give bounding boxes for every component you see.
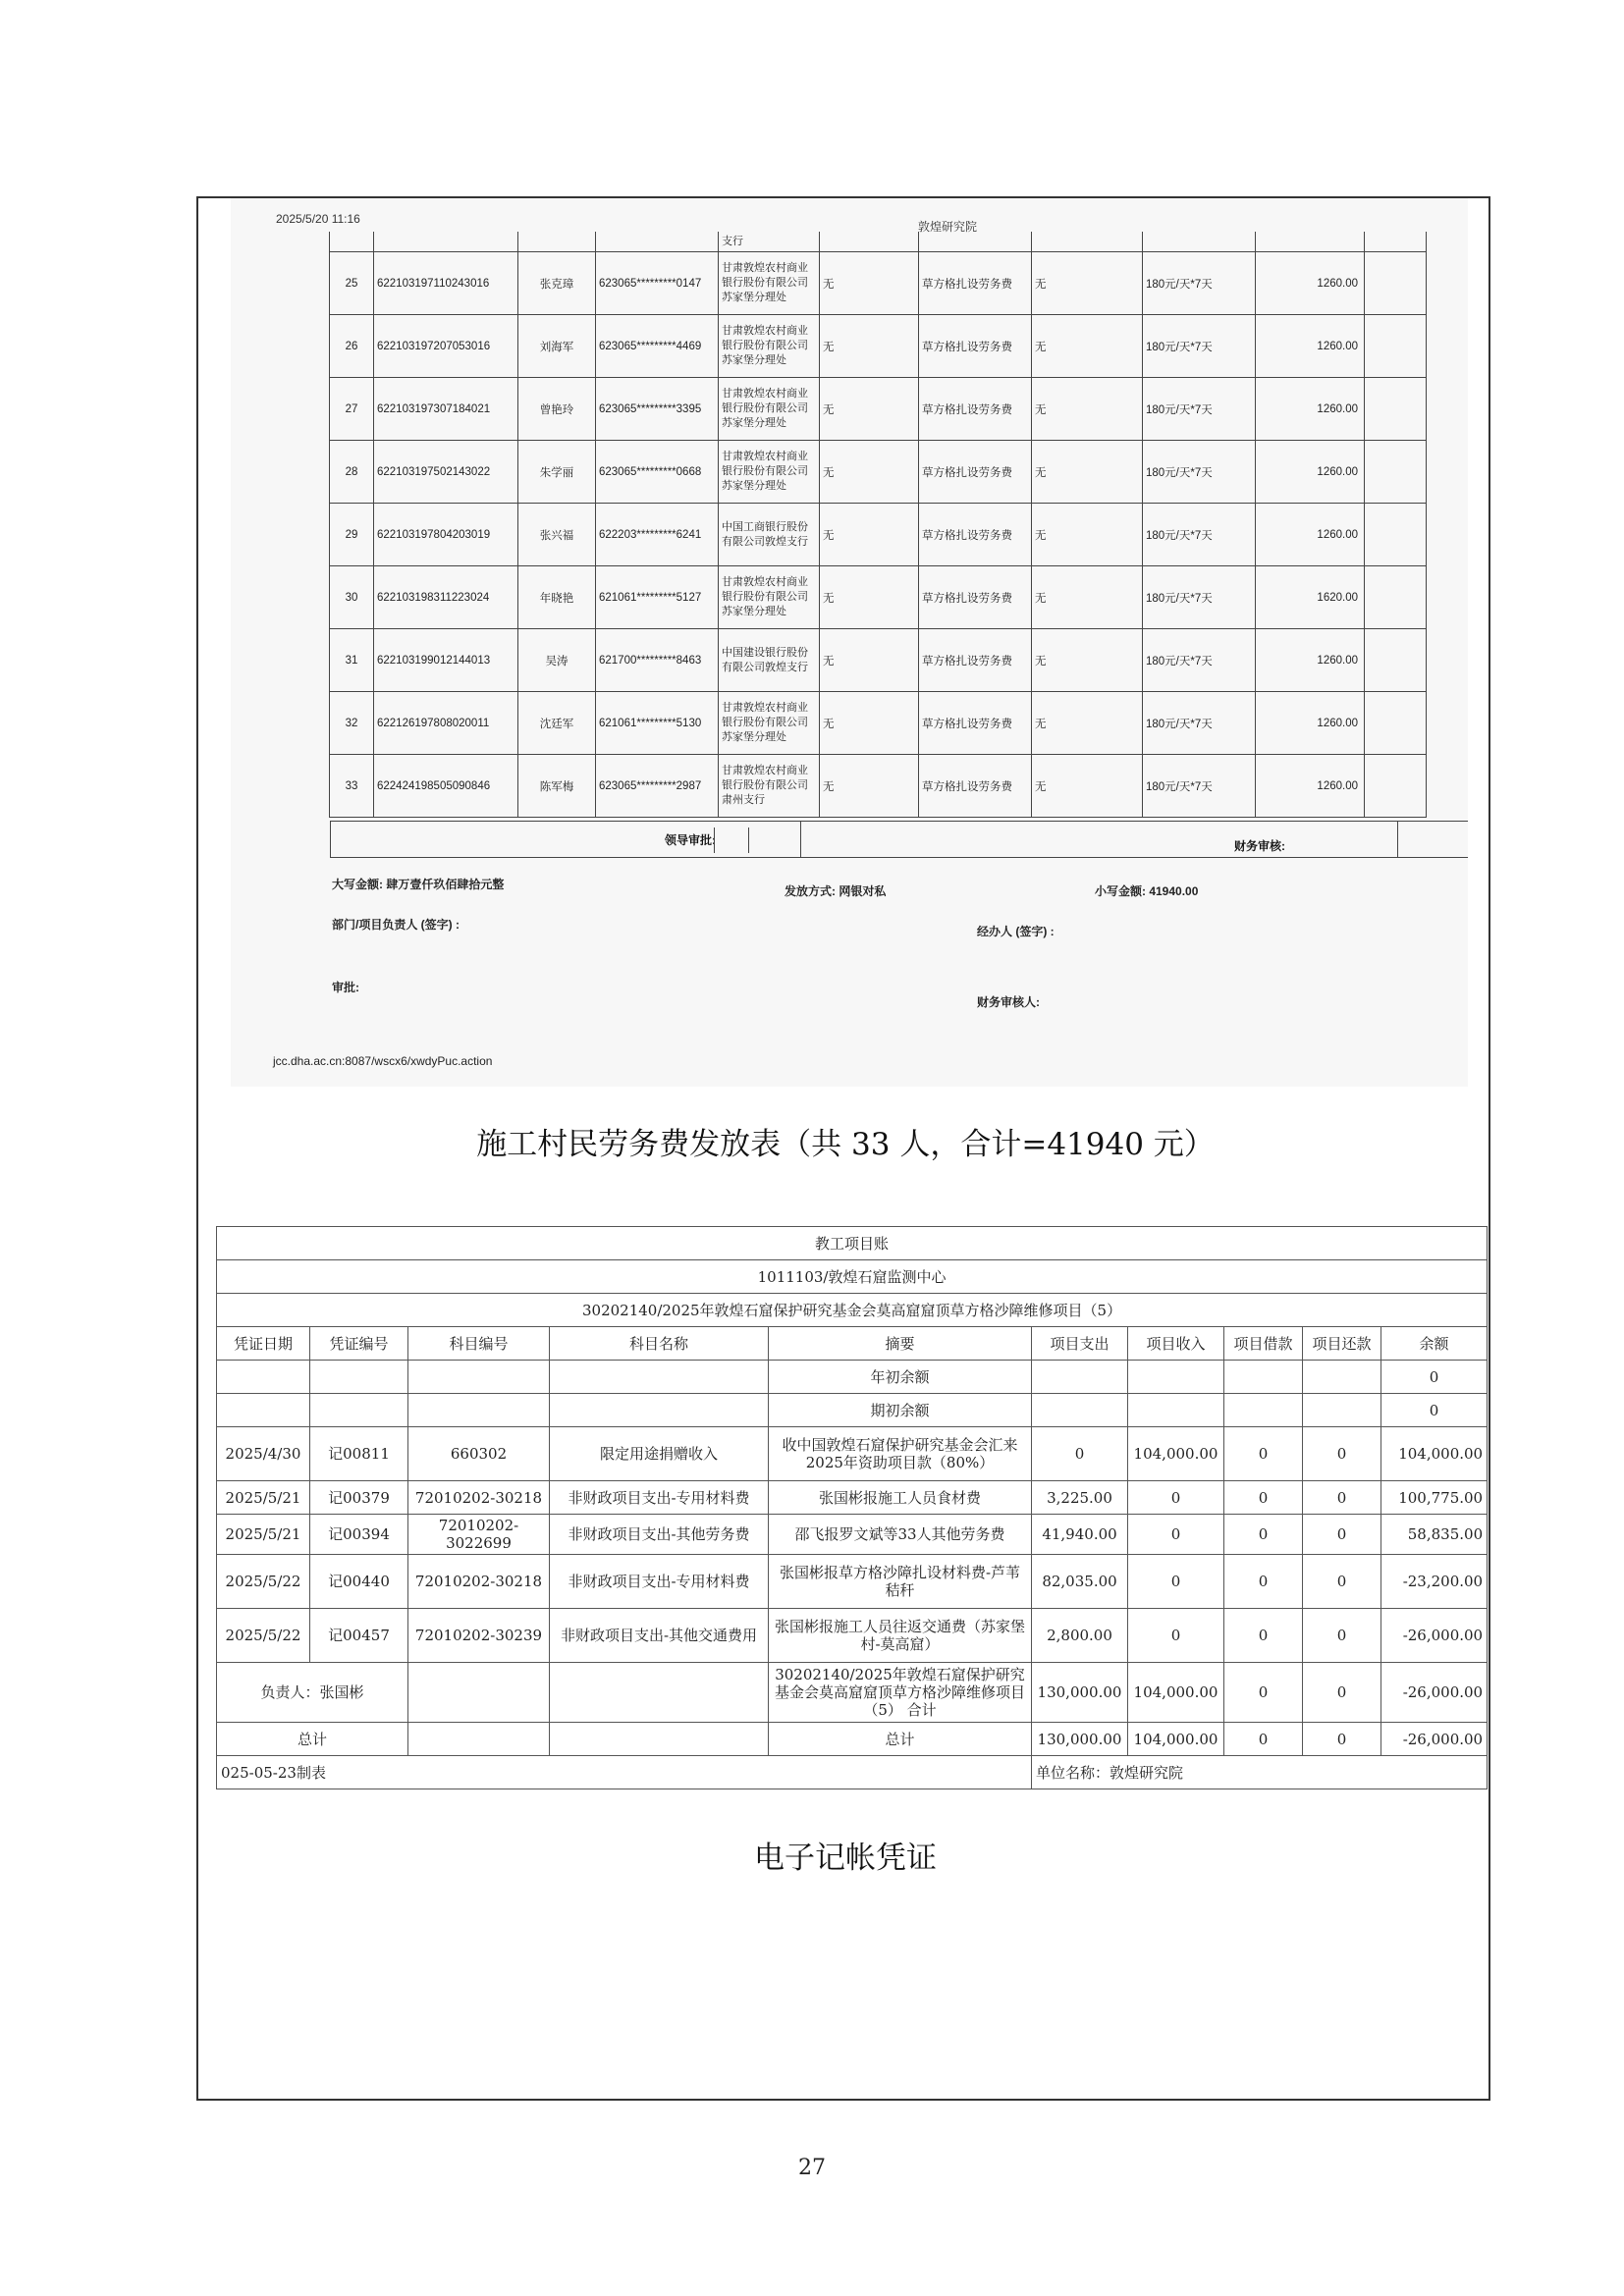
ledger-header-row [217,1327,1488,1361]
amount-in-words: 大写金额: 肆万壹仟玖佰肆拾元整 [332,878,505,891]
project-repayment: 0 [1303,1515,1381,1555]
pay-item: 草方格扎设劳务费 [919,378,1032,441]
handler-signature: 经办人 (签字) : [977,925,1055,938]
field-none: 无 [820,252,919,315]
project-loan: 0 [1224,1609,1303,1663]
finance-reviewer-label: 财务审核人: [977,995,1040,1009]
approval-label: 审批: [332,981,359,994]
subject-name: 非财政项目支出-专用材料费 [550,1481,769,1515]
bank-name: 甘肃敦煌农村商业银行股份有限公司苏家堡分理处 [719,252,820,315]
field-none: 无 [1032,692,1143,755]
table-row [217,1515,1488,1555]
pay-rate: 180元/天*7天 [1143,441,1256,504]
pay-amount: 1260.00 [1256,441,1365,504]
column-header: 凭证编号 [310,1327,408,1361]
project-income: 0 [1128,1481,1224,1515]
field-none: 无 [1032,755,1143,818]
table-row [217,1427,1488,1481]
subject-name: 非财政项目支出-其他交通费用 [550,1609,769,1663]
bank-name: 甘肃敦煌农村商业银行股份有限公司苏家堡分理处 [719,315,820,378]
pay-amount: 1260.00 [1256,629,1365,692]
subject-code: 72010202-3022699 [408,1515,550,1555]
payment-method: 发放方式: 网银对私 [785,884,887,898]
entry-summary: 张国彬报施工人员食材费 [769,1481,1032,1515]
print-timestamp: 2025/5/20 11:16 [276,212,360,226]
page-frame [196,196,1490,2101]
id-number: 622103199012144013 [374,629,518,692]
field-none: 无 [820,566,919,629]
balance: -23,200.00 [1381,1555,1488,1609]
column-header: 项目支出 [1032,1327,1128,1361]
person-name: 曾艳玲 [518,378,596,441]
ledger-dept-row [217,1260,1488,1294]
bank-name: 甘肃敦煌农村商业银行股份有限公司肃州支行 [719,755,820,818]
column-header: 余额 [1381,1327,1488,1361]
ledger-project: 30202140/2025年敦煌石窟保护研究基金会莫高窟窟顶草方格沙障维修项目（5） [217,1294,1488,1327]
field-none: 无 [820,378,919,441]
entry-summary: 邵飞报罗文斌等33人其他劳务费 [769,1515,1032,1555]
prepared-date: 025-05-23制表 [217,1756,1032,1789]
opening-period-label: 期初余额 [769,1394,1032,1427]
bank-cell: 支行 [719,232,820,252]
column-header: 科目编号 [408,1327,550,1361]
project-income: 0 [1128,1609,1224,1663]
row-number: 32 [330,692,374,755]
subtotal-loan: 0 [1224,1663,1303,1723]
column-header: 项目还款 [1303,1327,1381,1361]
ledger-project-row [217,1294,1488,1327]
pay-item: 草方格扎设劳务费 [919,692,1032,755]
opening-period-row [217,1394,1488,1427]
id-number: 622103197307184021 [374,378,518,441]
subject-name: 限定用途捐赠收入 [550,1427,769,1481]
subject-name: 非财政项目支出-专用材料费 [550,1555,769,1609]
table-row [330,315,1427,378]
id-number: 622103197110243016 [374,252,518,315]
card-number: 621700*********8463 [596,629,719,692]
card-number: 621061*********5130 [596,692,719,755]
voucher-number: 记00379 [310,1481,408,1515]
id-number: 622103197804203019 [374,504,518,566]
pay-rate: 180元/天*7天 [1143,566,1256,629]
opening-period-balance: 0 [1381,1394,1488,1427]
voucher-date: 2025/5/22 [217,1555,310,1609]
voucher-number: 记00457 [310,1609,408,1663]
row-number: 28 [330,441,374,504]
entry-summary: 收中国敦煌石窟保护研究基金会汇来2025年资助项目款（80%） [769,1427,1032,1481]
field-none: 无 [1032,315,1143,378]
dept-head-signature: 部门/项目负责人 (签字) : [332,918,460,932]
source-url: jcc.dha.ac.cn:8087/wscx6/xwdyPuc.action [273,1054,493,1068]
total-repayment: 0 [1303,1723,1381,1756]
id-number: 622103197502143022 [374,441,518,504]
table-row [330,566,1427,629]
page-number: 27 [798,2156,826,2180]
voucher-number: 记00440 [310,1555,408,1609]
subtotal-row [217,1663,1488,1723]
id-number: 622103197207053016 [374,315,518,378]
entry-summary: 张国彬报施工人员往返交通费（苏家堡村-莫高窟） [769,1609,1032,1663]
bank-name: 甘肃敦煌农村商业银行股份有限公司苏家堡分理处 [719,378,820,441]
table-row [330,252,1427,315]
card-number: 623065*********0147 [596,252,719,315]
unit-name: 单位名称：敦煌研究院 [1032,1756,1488,1789]
pay-item: 草方格扎设劳务费 [919,504,1032,566]
pay-item: 草方格扎设劳务费 [919,441,1032,504]
ledger-footer-row [217,1756,1488,1789]
table-row [217,1555,1488,1609]
card-number: 623065*********0668 [596,441,719,504]
field-none: 无 [820,441,919,504]
pay-amount: 1260.00 [1256,504,1365,566]
caption-payment-table: 施工村民劳务费发放表（共 33 人，合计=41940 元） [476,1127,1215,1162]
opening-year-label: 年初余额 [769,1361,1032,1394]
column-header: 项目收入 [1128,1327,1224,1361]
bank-name: 甘肃敦煌农村商业银行股份有限公司苏家堡分理处 [719,566,820,629]
pay-amount: 1620.00 [1256,566,1365,629]
pay-amount: 1260.00 [1256,378,1365,441]
project-expense: 41,940.00 [1032,1515,1128,1555]
table-row [330,378,1427,441]
card-number: 623065*********3395 [596,378,719,441]
approval-cell [1397,821,1443,858]
total-row [217,1723,1488,1756]
subtotal-expense: 130,000.00 [1032,1663,1128,1723]
field-none: 无 [820,504,919,566]
bank-name: 甘肃敦煌农村商业银行股份有限公司苏家堡分理处 [719,441,820,504]
project-expense: 3,225.00 [1032,1481,1128,1515]
subject-name: 非财政项目支出-其他劳务费 [550,1515,769,1555]
table-row [330,629,1427,692]
pay-rate: 180元/天*7天 [1143,629,1256,692]
subject-code: 660302 [408,1427,550,1481]
total-label: 总计 [217,1723,408,1756]
voucher-number: 记00394 [310,1515,408,1555]
opening-year-balance: 0 [1381,1361,1488,1394]
subject-code: 72010202-30218 [408,1481,550,1515]
bank-name: 甘肃敦煌农村商业银行股份有限公司苏家堡分理处 [719,692,820,755]
project-loan: 0 [1224,1481,1303,1515]
field-none: 无 [1032,504,1143,566]
voucher-date: 2025/4/30 [217,1427,310,1481]
table-row [330,504,1427,566]
finance-check-label: 财务审核: [1234,839,1285,853]
pay-amount: 1260.00 [1256,252,1365,315]
subtotal-summary: 30202140/2025年敦煌石窟保护研究基金会莫高窟窟顶草方格沙障维修项目（5） 合计 [769,1663,1032,1723]
pay-rate: 180元/天*7天 [1143,692,1256,755]
entry-summary: 张国彬报草方格沙障扎设材料费-芦苇秸秆 [769,1555,1032,1609]
field-none: 无 [820,629,919,692]
row-number: 31 [330,629,374,692]
pay-rate: 180元/天*7天 [1143,504,1256,566]
pay-amount: 1260.00 [1256,692,1365,755]
table-row [330,755,1427,818]
print-header-org: 敦煌研究院 [918,220,978,234]
pay-amount: 1260.00 [1256,755,1365,818]
project-expense: 2,800.00 [1032,1609,1128,1663]
total-loan: 0 [1224,1723,1303,1756]
subtotal-income: 104,000.00 [1128,1663,1224,1723]
continued-row [330,232,1427,252]
balance: 104,000.00 [1381,1427,1488,1481]
project-income: 0 [1128,1515,1224,1555]
pay-rate: 180元/天*7天 [1143,378,1256,441]
approval-row [330,821,1468,858]
balance: 100,775.00 [1381,1481,1488,1515]
project-income: 104,000.00 [1128,1427,1224,1481]
row-number: 26 [330,315,374,378]
table-row [330,441,1427,504]
bank-name: 中国工商银行股份有限公司敦煌支行 [719,504,820,566]
row-number: 30 [330,566,374,629]
approval-cell [714,828,749,853]
field-none: 无 [1032,378,1143,441]
row-number: 27 [330,378,374,441]
project-repayment: 0 [1303,1427,1381,1481]
table-row [330,692,1427,755]
card-number: 621061*********5127 [596,566,719,629]
bank-name: 中国建设银行股份有限公司敦煌支行 [719,629,820,692]
ledger-table [216,1226,1488,1789]
person-name: 陈军梅 [518,755,596,818]
subject-code: 72010202-30239 [408,1609,550,1663]
person-name: 刘海军 [518,315,596,378]
project-manager: 负责人：张国彬 [217,1663,408,1723]
column-header: 凭证日期 [217,1327,310,1361]
field-none: 无 [1032,252,1143,315]
field-none: 无 [820,692,919,755]
card-number: 622203*********6241 [596,504,719,566]
column-header: 科目名称 [550,1327,769,1361]
labor-payment-table [329,232,1427,818]
project-income: 0 [1128,1555,1224,1609]
approval-divider [800,821,801,858]
project-expense: 0 [1032,1427,1128,1481]
pay-item: 草方格扎设劳务费 [919,315,1032,378]
project-repayment: 0 [1303,1609,1381,1663]
total-income: 104,000.00 [1128,1723,1224,1756]
balance: 58,835.00 [1381,1515,1488,1555]
voucher-date: 2025/5/21 [217,1481,310,1515]
person-name: 年晓艳 [518,566,596,629]
table-row [217,1481,1488,1515]
person-name: 沈廷军 [518,692,596,755]
leader-review-label: 领导审批: [665,833,716,847]
payment-sheet-photo [231,198,1468,1087]
total-balance: -26,000.00 [1381,1723,1488,1756]
column-header: 摘要 [769,1327,1032,1361]
row-number: 29 [330,504,374,566]
id-number: 622103198311223024 [374,566,518,629]
balance: -26,000.00 [1381,1609,1488,1663]
card-number: 623065*********4469 [596,315,719,378]
project-loan: 0 [1224,1427,1303,1481]
project-repayment: 0 [1303,1555,1381,1609]
field-none: 无 [820,315,919,378]
id-number: 622126197808020011 [374,692,518,755]
field-none: 无 [1032,566,1143,629]
pay-rate: 180元/天*7天 [1143,315,1256,378]
row-number: 25 [330,252,374,315]
amount-in-figures: 小写金额: 41940.00 [1095,884,1199,898]
row-number: 33 [330,755,374,818]
subtotal-repayment: 0 [1303,1663,1381,1723]
subtotal-balance: -26,000.00 [1381,1663,1488,1723]
field-none: 无 [1032,629,1143,692]
voucher-number: 记00811 [310,1427,408,1481]
pay-item: 草方格扎设劳务费 [919,252,1032,315]
ledger-title-row [217,1227,1488,1260]
pay-item: 草方格扎设劳务费 [919,629,1032,692]
voucher-date: 2025/5/22 [217,1609,310,1663]
card-number: 623065*********2987 [596,755,719,818]
caption-voucher: 电子记帐凭证 [754,1841,937,1876]
pay-item: 草方格扎设劳务费 [919,755,1032,818]
total-expense: 130,000.00 [1032,1723,1128,1756]
ledger-title: 教工项目账 [217,1227,1488,1260]
opening-year-row [217,1361,1488,1394]
pay-item: 草方格扎设劳务费 [919,566,1032,629]
project-loan: 0 [1224,1515,1303,1555]
total-summary: 总计 [769,1723,1032,1756]
subject-code: 72010202-30218 [408,1555,550,1609]
pay-amount: 1260.00 [1256,315,1365,378]
field-none: 无 [820,755,919,818]
pay-rate: 180元/天*7天 [1143,755,1256,818]
project-expense: 82,035.00 [1032,1555,1128,1609]
person-name: 张克璋 [518,252,596,315]
column-header: 项目借款 [1224,1327,1303,1361]
id-number: 622424198505090846 [374,755,518,818]
person-name: 吴涛 [518,629,596,692]
person-name: 朱学丽 [518,441,596,504]
pay-rate: 180元/天*7天 [1143,252,1256,315]
ledger-dept: 1011103/敦煌石窟监测中心 [217,1260,1488,1294]
table-row [217,1609,1488,1663]
project-loan: 0 [1224,1555,1303,1609]
person-name: 张兴福 [518,504,596,566]
voucher-date: 2025/5/21 [217,1515,310,1555]
field-none: 无 [1032,441,1143,504]
project-repayment: 0 [1303,1481,1381,1515]
